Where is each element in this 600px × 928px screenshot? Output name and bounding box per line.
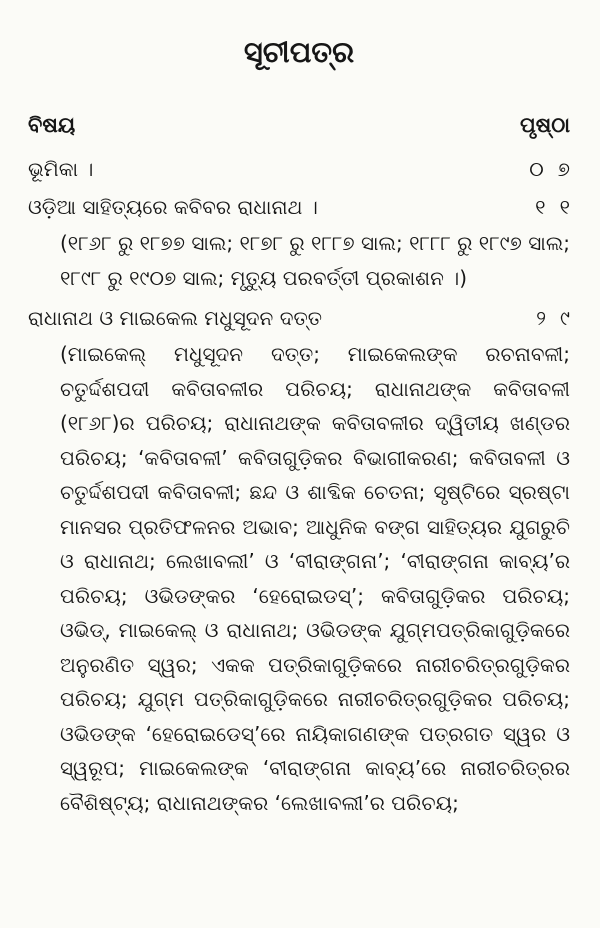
page-column-label: ପୃଷ୍ଠା <box>519 113 570 137</box>
toc-entry-page-number: ୧୧ <box>535 195 584 219</box>
toc-entry-radhanath-odia-literature[interactable] <box>28 192 584 295</box>
toc-entry-row <box>28 192 584 222</box>
subject-column-label: ବିଷୟ <box>28 113 76 137</box>
page-title: ସୂଚୀପତ୍ର <box>243 35 355 69</box>
toc-entry-radhanath-michael[interactable] <box>28 303 584 820</box>
toc-entry-page-number: ୨୯ <box>536 306 584 330</box>
toc-header <box>28 110 570 140</box>
toc-entry-introduction[interactable] <box>28 154 584 184</box>
toc-entry-title: ଓଡ଼ିଆ ସାହିତ୍ୟରେ କବିବର ରାଧାନାଥ । <box>28 195 318 219</box>
toc-entry-subtopics: (ମାଇକେଲ୍ ମଧୁସୂଦନ ଦତ୍ତ; ମାଇକେଲଙ୍କ ରଚନାବଳୀ; ଚତୁର୍ଦ୍ଦଶପଦୀ କବିତାବଳୀର ପରିଚୟ; ରାଧାନାଥଙ୍କ କବିତାବଳୀ (୧୮୬୮)ର ପରିଚୟ; ରାଧାନାଥଙ୍କ କବିତାବଳୀର ଦ୍ୱିତୀୟ ଖଣ୍ଡର ପରିଚୟ; ‘କବିତାବଳୀ’ କବିତାଗୁଡ଼ିକର ବିଭାଗୀକରଣ; କବିତାବଳୀ ଓ ଚତୁର୍ଦ୍ଦଶପଦୀ କବିତାବଳୀ; ଛନ୍ଦ ଓ ଶାବ୍ଦିକ ଚେତନା; ସୃଷ୍ଟିରେ ସ୍ରଷ୍ଟା ମାନସର ପ୍ରତିଫଳନର ଅଭାବ; ଆଧୁନିକ ବଙ୍ଗ ସାହିତ୍ୟର ଯୁଗରୁଚି ଓ ରାଧାନାଥ; ଲେଖାବଲୀ’ ଓ ‘ବୀରାଙ୍ଗନା’; ‘ବୀରାଙ୍ଗନା କାବ୍ୟ’ର ପରିଚୟ; ଓଭିଡଙ୍କର ‘ହେରୋଇଡସ୍’; କବିତାଗୁଡ଼ିକର ପରିଚୟ; ଓଭିଡ୍, ମାଇକେଲ୍ ଓ ରାଧାନାଥ; ଓଭିଡଙ୍କ ଯୁଗ୍ମପତ୍ରିକାଗୁଡ଼ିକରେ ଅନୁରଣିତ ସ୍ୱର; ଏକକ ପତ୍ରିକାଗୁଡ଼ିକରେ ନାରୀଚରିତ୍ରଗୁଡ଼ିକର ପରିଚୟ; ଯୁଗ୍ମ ପତ୍ରିକାଗୁଡ଼ିକରେ ନାରୀଚରିତ୍ରଗୁଡ଼ିକର ପରିଚୟ; ଓଭିଡଙ୍କ ‘ହେରୋଇଡେସ୍’ରେ ନାୟିକାଗଣଙ୍କ ପତ୍ରଗତ ସ୍ୱର ଓ ସ୍ୱରୂପ; ମାଇକେଲଙ୍କ ‘ବୀରାଙ୍ଗନା କାବ୍ୟ’ରେ ନାରୀଚରିତ୍ରର ବୈଶିଷ୍ଟ୍ୟ; ରାଧାନାଥଙ୍କର ‘ଲେଖାବଲୀ’ର ପରିଚୟ; <box>60 342 570 815</box>
toc-entry-row <box>28 303 584 333</box>
toc-entry-row <box>28 154 584 184</box>
toc-entry-subtopics: (୧୮୬୮ ରୁ ୧୮୭୭ ସାଲ; ୧୮୭୮ ରୁ ୧୮୮୭ ସାଲ; ୧୮୮୮ ରୁ ୧୮୯୭ ସାଲ; ୧୮୯୮ ରୁ ୧୯୦୭ ସାଲ; ମୃତ୍ୟୁ ପରବର୍ତ୍ତୀ ପ୍ରକାଶନ ।) <box>60 231 570 290</box>
toc-entry-title: ଭୂମିକା । <box>28 157 94 181</box>
toc-entry-title: ରାଧାନାଥ ଓ ମାଇକେଲ ମଧୁସୂଦନ ଦତ୍ତ <box>28 306 322 330</box>
toc-entry-page-number: ୦୭ <box>529 157 584 181</box>
